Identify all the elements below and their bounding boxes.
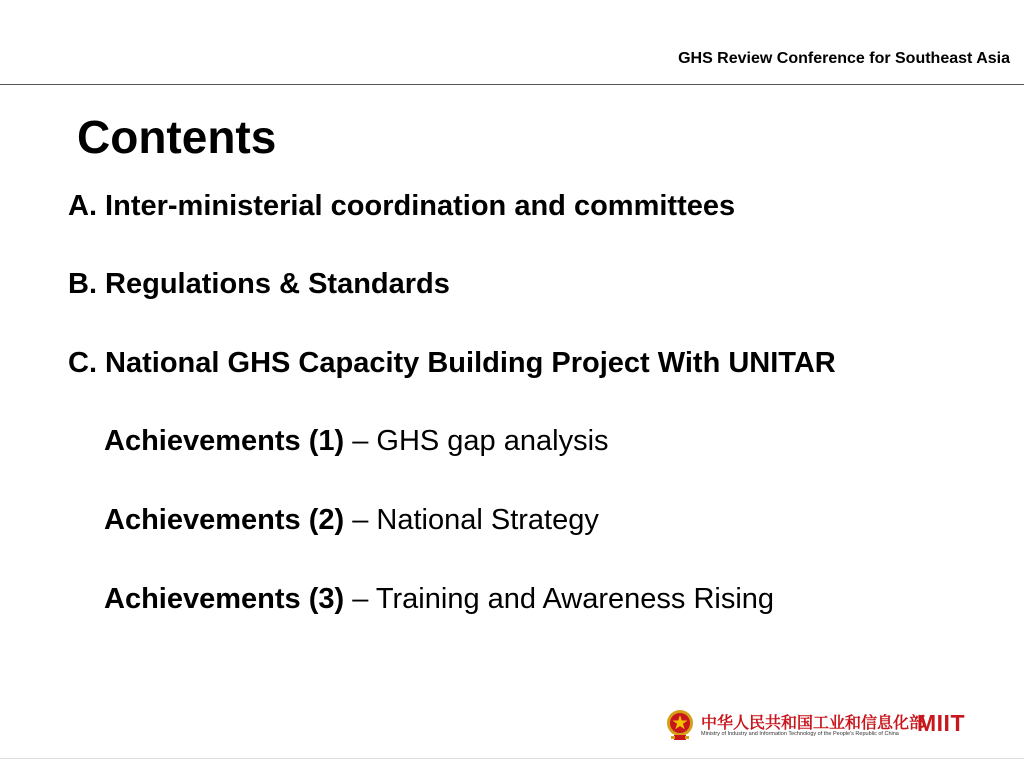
header-divider <box>0 84 1024 85</box>
contents-item-a: A. Inter-ministerial coordination and committees <box>68 190 736 222</box>
footer-divider <box>0 758 1024 759</box>
achievement-label: Achievements (3) <box>104 583 345 615</box>
ministry-name-chinese: 中华人民共和国工业和信息化部 <box>701 715 926 732</box>
achievement-text: – GHS gap analysis <box>344 425 609 457</box>
national-emblem-icon <box>665 708 695 742</box>
ministry-logo <box>665 708 985 746</box>
achievement-item-1 <box>104 426 609 458</box>
achievement-text: – National Strategy <box>344 504 599 536</box>
ministry-name-english: Ministry of Industry and Information Technology of the People's Republic of China <box>701 731 899 737</box>
achievement-item-2 <box>104 505 599 537</box>
achievement-item-3 <box>104 584 774 616</box>
achievement-label: Achievements (1) <box>104 425 345 457</box>
conference-header: GHS Review Conference for Southeast Asia <box>678 50 1010 67</box>
contents-item-c: C. National GHS Capacity Building Project With UNITAR <box>68 347 836 379</box>
slide-title: Contents <box>77 111 277 163</box>
achievement-label: Achievements (2) <box>104 504 345 536</box>
contents-item-b: B. Regulations & Standards <box>68 268 450 300</box>
achievement-text: – Training and Awareness Rising <box>344 583 775 615</box>
miit-logo-text: MIIT <box>917 710 965 736</box>
